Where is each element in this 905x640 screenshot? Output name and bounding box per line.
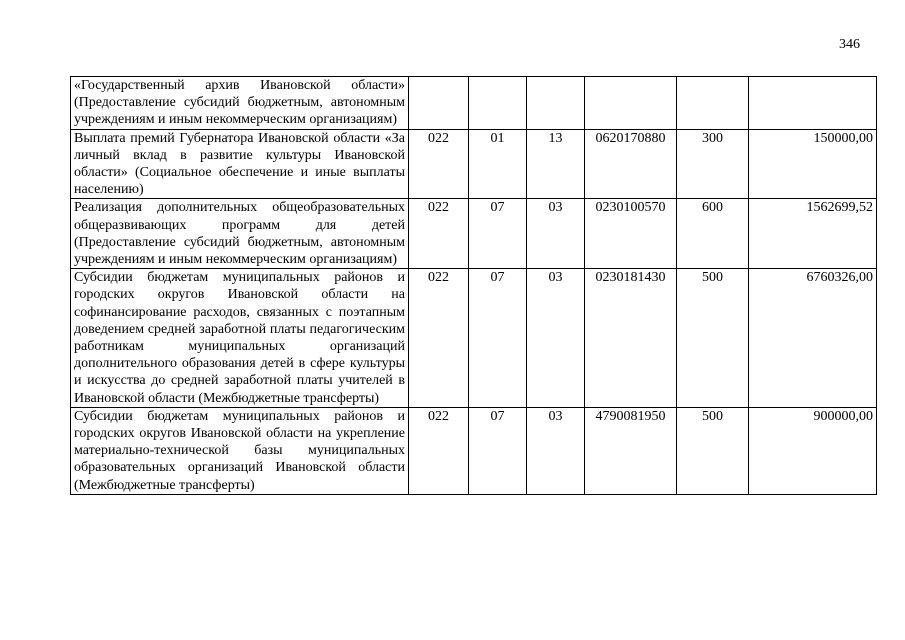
row-subsection-code: 03: [527, 269, 585, 408]
row-subsection-code: [527, 77, 585, 130]
row-amount: 1562699,52: [749, 199, 877, 269]
row-amount: [749, 77, 877, 130]
row-department-code: 022: [409, 269, 469, 408]
row-expense-type: 300: [677, 129, 749, 199]
row-section-code: 07: [469, 407, 527, 494]
table-row: [71, 407, 877, 494]
row-department-code: 022: [409, 129, 469, 199]
table-row: [71, 77, 877, 130]
row-expense-type: [677, 77, 749, 130]
row-description: Субсидии бюджетам муниципальных районов и городских округов Ивановской области на софинансирование расходов, связанных с поэтапным доведением средней заработной платы педагогическим работникам муниципальных организаций дополнительного образования детей в сфере культуры и искусства до средней заработной платы учителей в Ивановской области (Межбюджетные трансферты): [71, 269, 409, 408]
page-number: 346: [839, 37, 860, 52]
budget-table: [70, 76, 877, 495]
row-department-code: 022: [409, 199, 469, 269]
row-target-article: 0230100570: [585, 199, 677, 269]
row-description: «Государственный архив Ивановской области» (Предоставление субсидий бюджетным, автономным учреждениям и иным некоммерческим организациям): [71, 77, 409, 130]
row-department-code: [409, 77, 469, 130]
row-description: Выплата премий Губернатора Ивановской области «За личный вклад в развитие культуры Ивановской области» (Социальное обеспечение и иные выплаты населению): [71, 129, 409, 199]
row-expense-type: 500: [677, 269, 749, 408]
row-description: Субсидии бюджетам муниципальных районов и городских округов Ивановской области на укрепление материально-технической базы муниципальных образовательных организаций Ивановской области (Межбюджетные трансферты): [71, 407, 409, 494]
row-expense-type: 600: [677, 199, 749, 269]
row-expense-type: 500: [677, 407, 749, 494]
row-target-article: [585, 77, 677, 130]
row-section-code: 07: [469, 199, 527, 269]
row-section-code: 01: [469, 129, 527, 199]
table-row: [71, 199, 877, 269]
row-subsection-code: 13: [527, 129, 585, 199]
row-target-article: 0620170880: [585, 129, 677, 199]
row-amount: 900000,00: [749, 407, 877, 494]
table-row: [71, 269, 877, 408]
row-section-code: [469, 77, 527, 130]
row-amount: 6760326,00: [749, 269, 877, 408]
row-description: Реализация дополнительных общеобразовательных общеразвивающих программ для детей (Предоставление субсидий бюджетным, автономным учреждениям и иным некоммерческим организациям): [71, 199, 409, 269]
row-subsection-code: 03: [527, 407, 585, 494]
row-subsection-code: 03: [527, 199, 585, 269]
row-target-article: 4790081950: [585, 407, 677, 494]
row-target-article: 0230181430: [585, 269, 677, 408]
row-department-code: 022: [409, 407, 469, 494]
row-amount: 150000,00: [749, 129, 877, 199]
table-row: [71, 129, 877, 199]
row-section-code: 07: [469, 269, 527, 408]
